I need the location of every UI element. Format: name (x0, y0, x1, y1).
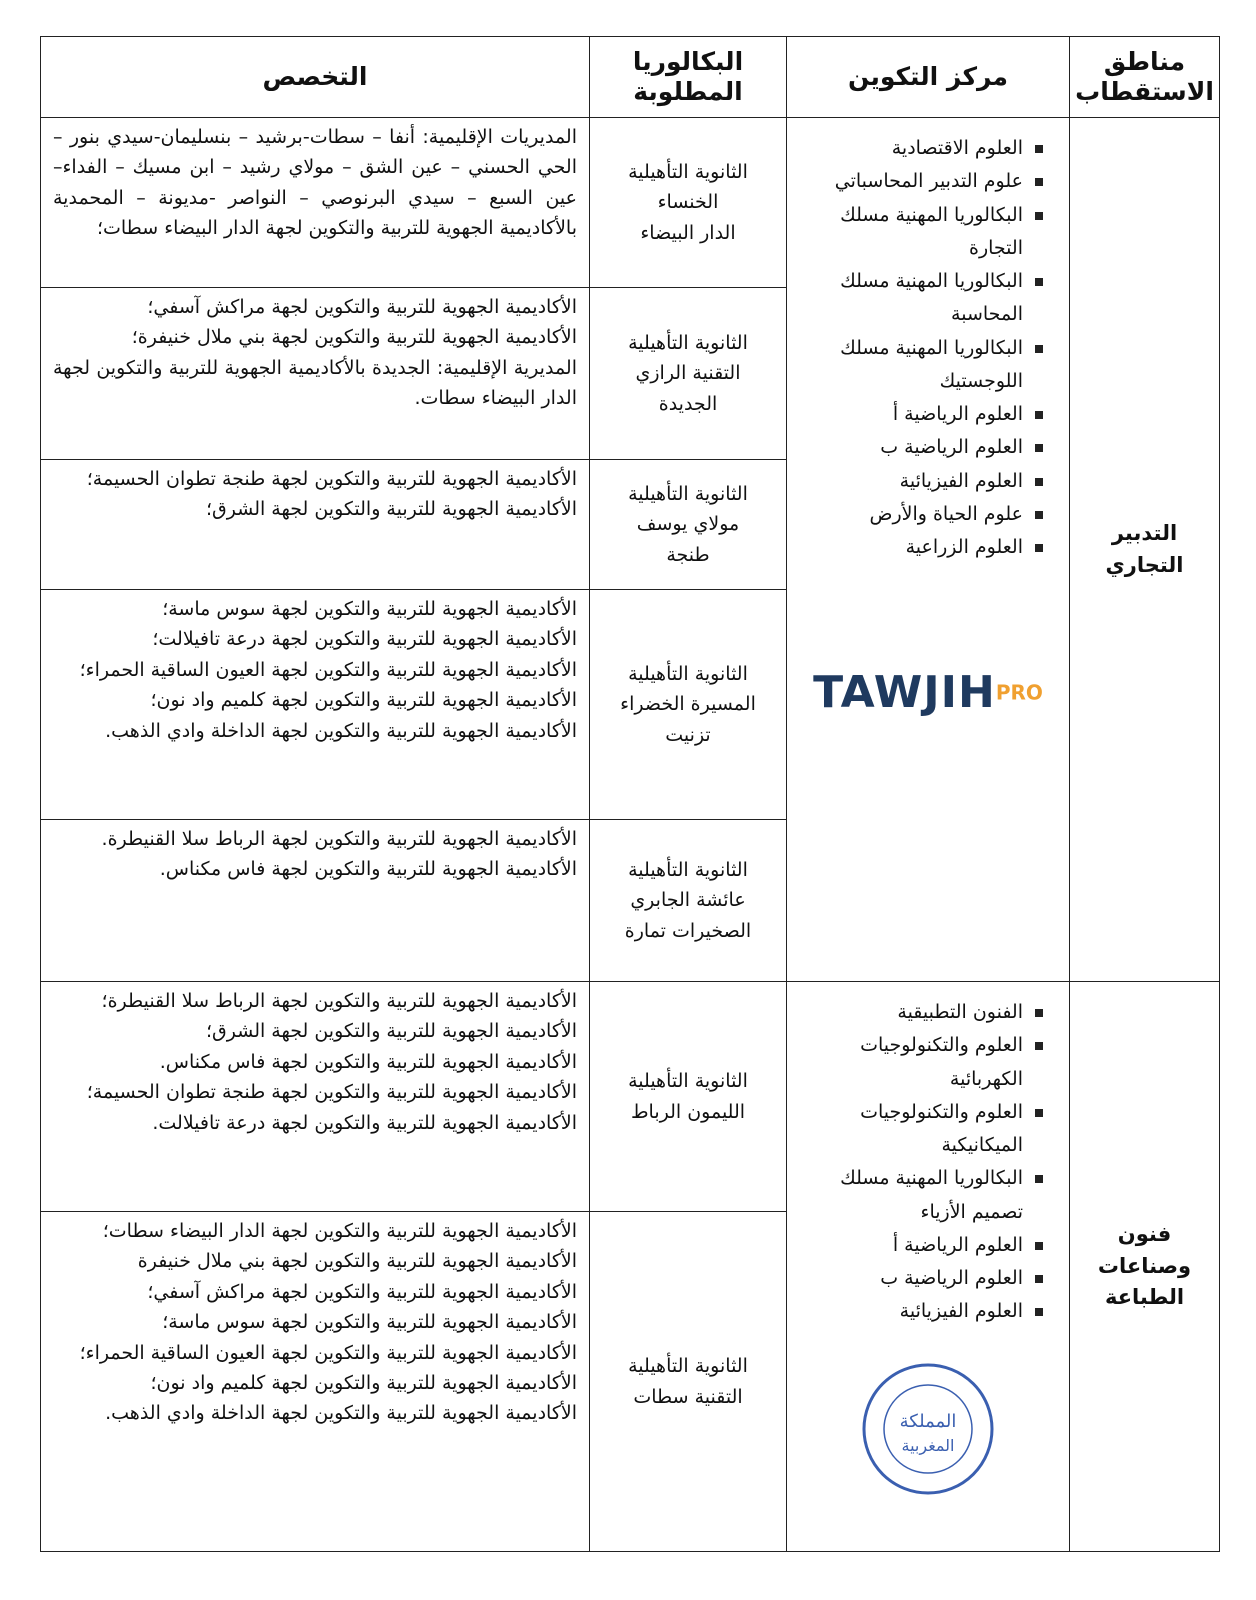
training-center-line: التقنية الرازي (635, 362, 741, 385)
recruitment-zones-cell (41, 820, 590, 982)
training-center-cell (590, 590, 787, 820)
recruitment-zones-cell (41, 1212, 590, 1552)
header-center: مركز التكوين (787, 37, 1070, 118)
admissions-table (40, 36, 1220, 1552)
recruitment-zone-line: الأكاديمية الجهوية للتربية والتكوين لجهة مراكش آسفي؛ (147, 1280, 577, 1303)
training-center-line: الليمون الرباط (630, 1100, 746, 1123)
recruitment-zone-line: الأكاديمية الجهوية للتربية والتكوين لجهة الرباط سلا القنيطرة؛ (101, 990, 577, 1012)
baccalaureate-list (795, 132, 1061, 564)
recruitment-zone-line: المديريات الإقليمية: أنفا – سطات-برشيد – بنسليمان-سيدي بنور – الحي الحسني – عين الشق – مولاي رشيد – ابن مسيك – الفداء– عين السبع – سيدي البرنوصي – النواصر -مديونة – المحمدية بالأكاديمية الجهوية للتربية والتكوين لجهة الدار البيضاء سطات؛ (53, 126, 577, 240)
header-spec: التخصص (41, 37, 590, 118)
baccalaureate-item: العلوم الفيزيائية (795, 1295, 1045, 1328)
tawjih-logo (795, 654, 1061, 731)
recruitment-zones-cell (41, 982, 590, 1212)
recruitment-zone-line: الأكاديمية الجهوية للتربية والتكوين لجهة الدار البيضاء سطات؛ (102, 1220, 577, 1242)
recruitment-zones-cell (41, 460, 590, 590)
recruitment-zone-line: الأكاديمية الجهوية للتربية والتكوين لجهة الداخلة وادي الذهب. (105, 1402, 577, 1425)
training-center-cell (590, 1212, 787, 1552)
recruitment-zone-line: الأكاديمية الجهوية للتربية والتكوين لجهة سوس ماسة؛ (162, 1311, 577, 1334)
recruitment-zone-line: الأكاديمية الجهوية للتربية والتكوين لجهة كلميم واد نون؛ (150, 1371, 577, 1394)
training-center-line: مولاي يوسف (636, 513, 740, 536)
training-center-cell (590, 460, 787, 590)
baccalaureate-list (795, 996, 1061, 1329)
logo-main-text: TAWJIH (813, 667, 996, 719)
recruitment-zone-line: الأكاديمية الجهوية للتربية والتكوين لجهة الداخلة وادي الذهب. (105, 719, 577, 742)
baccalaureate-cell (787, 982, 1070, 1552)
header-bac: البكالوريا المطلوبة (590, 37, 787, 118)
recruitment-zone-line: الأكاديمية الجهوية للتربية والتكوين لجهة فاس مكناس. (159, 858, 577, 881)
baccalaureate-item: البكالوريا المهنية مسلك اللوجستيك (795, 332, 1045, 399)
baccalaureate-item: الفنون التطبيقية (795, 996, 1045, 1029)
baccalaureate-item: البكالوريا المهنية مسلك المحاسبة (795, 265, 1045, 332)
training-center-line: التقنية سطات (633, 1385, 743, 1408)
training-center-line: الثانوية التأهيلية (628, 662, 748, 685)
training-center-line: الثانوية التأهيلية (628, 1070, 748, 1093)
training-center-line: عائشة الجابري (630, 889, 746, 912)
table-row (41, 118, 1220, 288)
recruitment-zone-line: الأكاديمية الجهوية للتربية والتكوين لجهة الشرق؛ (205, 498, 577, 521)
stamp-text-line1: المملكة (899, 1410, 957, 1432)
training-center-cell (590, 118, 787, 288)
baccalaureate-item: العلوم الزراعية (795, 531, 1045, 564)
training-center-line: الدار البيضاء (640, 221, 736, 244)
official-stamp (858, 1359, 998, 1499)
baccalaureate-item: العلوم الرياضية أ (795, 1229, 1045, 1262)
training-center-line: المسيرة الخضراء (620, 693, 756, 716)
recruitment-zone-line: الأكاديمية الجهوية للتربية والتكوين لجهة الشرق؛ (205, 1020, 577, 1043)
training-center-cell (590, 820, 787, 982)
training-center-line: الثانوية التأهيلية (628, 331, 748, 354)
training-center-cell (590, 982, 787, 1212)
recruitment-zone-line: الأكاديمية الجهوية للتربية والتكوين لجهة العيون الساقية الحمراء؛ (79, 658, 577, 681)
recruitment-zones-cell (41, 288, 590, 460)
recruitment-zone-line: المديرية الإقليمية: الجديدة بالأكاديمية الجهوية للتربية والتكوين لجهة الدار البيضاء سطات. (53, 356, 577, 410)
baccalaureate-item: علوم الحياة والأرض (795, 498, 1045, 531)
baccalaureate-item: العلوم والتكنولوجيات الكهربائية (795, 1029, 1045, 1096)
training-center-line: الثانوية التأهيلية (628, 1355, 748, 1378)
recruitment-zone-line: الأكاديمية الجهوية للتربية والتكوين لجهة درعة تافيلالت. (152, 1111, 577, 1134)
training-center-line: الثانوية التأهيلية (628, 482, 748, 505)
recruitment-zone-line: الأكاديمية الجهوية للتربية والتكوين لجهة كلميم واد نون؛ (150, 689, 577, 712)
recruitment-zone-line: الأكاديمية الجهوية للتربية والتكوين لجهة العيون الساقية الحمراء؛ (79, 1341, 577, 1364)
recruitment-zone-line: الأكاديمية الجهوية للتربية والتكوين لجهة طنجة تطوان الحسيمة؛ (86, 468, 577, 490)
table-row (41, 982, 1220, 1212)
training-center-line: الجديدة (658, 392, 718, 415)
recruitment-zone-line: الأكاديمية الجهوية للتربية والتكوين لجهة بني ملال خنيفرة؛ (131, 326, 577, 349)
specialty-cell: فنون وصناعات الطباعة (1070, 982, 1220, 1552)
recruitment-zone-line: الأكاديمية الجهوية للتربية والتكوين لجهة مراكش آسفي؛ (147, 296, 577, 318)
baccalaureate-item: العلوم الرياضية ب (795, 1262, 1045, 1295)
header-zone: مناطق الاستقطاب (1070, 37, 1220, 118)
header-row (41, 37, 1220, 118)
training-center-line: طنجة (666, 543, 710, 566)
recruitment-zones-cell (41, 590, 590, 820)
baccalaureate-item: العلوم الفيزيائية (795, 465, 1045, 498)
baccalaureate-item: علوم التدبير المحاسباتي (795, 165, 1045, 198)
baccalaureate-cell (787, 118, 1070, 982)
training-center-line: تزنيت (665, 723, 711, 746)
baccalaureate-item: العلوم الرياضية ب (795, 431, 1045, 464)
training-center-cell (590, 288, 787, 460)
recruitment-zone-line: الأكاديمية الجهوية للتربية والتكوين لجهة سوس ماسة؛ (162, 598, 577, 620)
recruitment-zone-line: الأكاديمية الجهوية للتربية والتكوين لجهة فاس مكناس. (159, 1050, 577, 1073)
baccalaureate-item: البكالوريا المهنية مسلك تصميم الأزياء (795, 1162, 1045, 1229)
stamp-text-line2: المغربية (901, 1435, 955, 1455)
specialty-cell: التدبير التجاري (1070, 118, 1220, 982)
recruitment-zone-line: الأكاديمية الجهوية للتربية والتكوين لجهة درعة تافيلالت؛ (152, 628, 577, 651)
training-center-line: الثانوية التأهيلية (628, 160, 748, 183)
baccalaureate-item: البكالوريا المهنية مسلك التجارة (795, 199, 1045, 266)
training-center-line: الثانوية التأهيلية (628, 858, 748, 881)
baccalaureate-item: العلوم الاقتصادية (795, 132, 1045, 165)
recruitment-zones-cell (41, 118, 590, 288)
recruitment-zone-line: الأكاديمية الجهوية للتربية والتكوين لجهة الرباط سلا القنيطرة. (101, 828, 577, 850)
recruitment-zone-line: الأكاديمية الجهوية للتربية والتكوين لجهة طنجة تطوان الحسيمة؛ (86, 1081, 577, 1104)
logo-suffix-text: PRO (995, 680, 1043, 705)
training-center-line: الصخيرات تمارة (624, 919, 752, 942)
table-body (41, 118, 1220, 1552)
baccalaureate-item: العلوم الرياضية أ (795, 398, 1045, 431)
baccalaureate-item: العلوم والتكنولوجيات الميكانيكية (795, 1096, 1045, 1163)
recruitment-zone-line: الأكاديمية الجهوية للتربية والتكوين لجهة بني ملال خنيفرة (137, 1250, 577, 1273)
training-center-line: الخنساء (657, 191, 719, 214)
